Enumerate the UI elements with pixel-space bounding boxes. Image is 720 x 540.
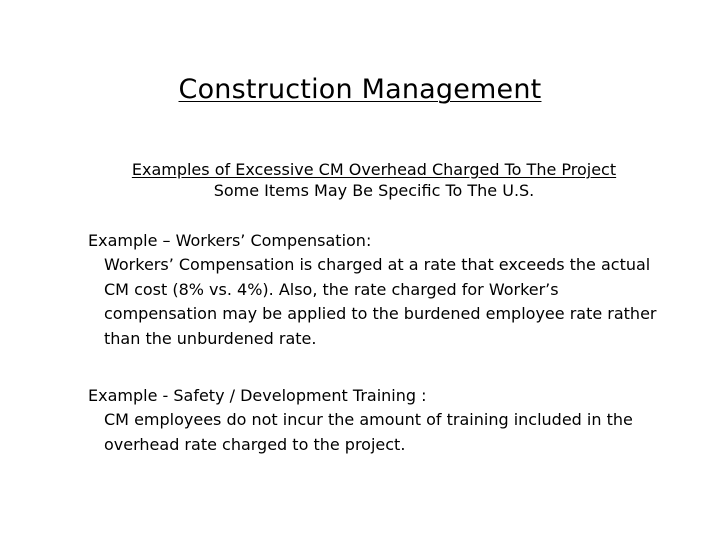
section-heading: Example - Safety / Development Training : [88, 386, 427, 405]
section-workers-compensation [88, 229, 688, 351]
section-safety-training [88, 384, 688, 457]
section-body: Workers’ Compensation is charged at a rate that exceeds the actual CM cost (8% vs. 4%). Also, the rate charged for Worker’s compensation may be applied to the burdened employee rate rather than the unburdened rate. [104, 255, 657, 348]
section-body: CM employees do not incur the amount of training included in the overhead rate charged to the project. [104, 410, 633, 454]
subtitle-line-2: Some Items May Be Specific To The U.S. [213, 181, 535, 200]
subtitle-line-1: Examples of Excessive CM Overhead Charged To The Project [131, 160, 617, 179]
section-heading: Example – Workers’ Compensation: [88, 231, 372, 250]
slide-title: Construction Management [178, 74, 542, 105]
